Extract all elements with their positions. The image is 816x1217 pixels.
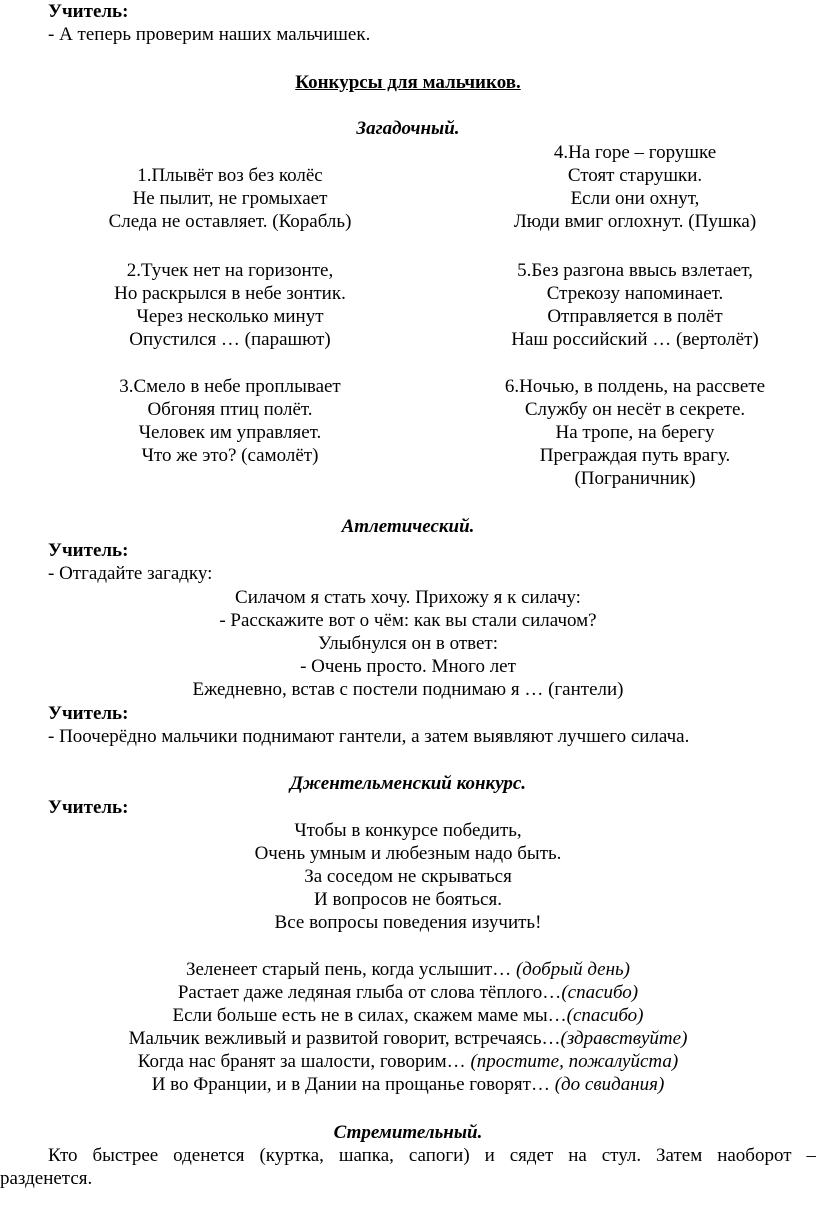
swift-word: на	[568, 1145, 587, 1166]
riddle-text: Мальчик вежливый и развитой говорит, встречаясь…	[128, 1028, 561, 1049]
riddle-left-line: 2.Тучек нет на горизонте,	[126, 260, 334, 281]
riddle-text: Растает даже ледяная глыба от слова тёплого…	[177, 982, 562, 1003]
riddle-line	[0, 981, 816, 1004]
gentleman-poem-line: Очень умным и любезным надо быть.	[254, 843, 562, 864]
riddle-answer: (до свидания)	[554, 1074, 665, 1095]
riddle-right-line: На тропе, на берегу	[555, 422, 715, 443]
riddle-line	[0, 1027, 816, 1050]
swift-word: быстрее	[92, 1145, 159, 1166]
riddle-section-title: Загадочный.	[356, 118, 460, 139]
riddle-right-line: Отправляется в полёт	[547, 306, 723, 327]
riddle-right-line: Если они охнут,	[570, 188, 700, 209]
riddle-right-line: (Пограничник)	[574, 468, 696, 489]
riddle-right-line: Службу он несёт в секрете.	[524, 399, 746, 420]
athletic-section-title: Атлетический.	[341, 516, 475, 537]
riddle-right-line: Наш российский … (вертолёт)	[511, 329, 759, 350]
riddle-line	[0, 958, 816, 981]
riddle-text: И во Франции, и в Дании на прощанье говорят…	[151, 1074, 555, 1095]
teacher-label: Учитель:	[48, 703, 129, 724]
main-title: Конкурсы для мальчиков.	[295, 72, 521, 93]
gentleman-poem-line: За соседом не скрываться	[304, 866, 512, 887]
riddle-line	[0, 1050, 816, 1073]
athletic-poem-line: - Расскажите вот о чём: как вы стали силачом?	[219, 610, 597, 631]
riddle-answer: (спасибо)	[566, 1005, 644, 1026]
teacher-label: Учитель:	[48, 1, 129, 22]
swift-word: (куртка,	[259, 1145, 324, 1166]
riddle-left-line: Не пылит, не громыхает	[132, 188, 328, 209]
gentleman-poem-line: Чтобы в конкурсе победить,	[294, 820, 522, 841]
riddle-left-line: Но раскрылся в небе зонтик.	[114, 283, 346, 304]
athletic-poem-line: Силачом я стать хочу. Прихожу я к силачу:	[235, 587, 581, 608]
gentleman-poem-line: Все вопросы поведения изучить!	[274, 912, 542, 933]
riddle-right-line: Преграждая путь врагу.	[539, 445, 731, 466]
athletic-poem-line: - Очень просто. Много лет	[300, 656, 516, 677]
riddle-right-line: 6.Ночью, в полдень, на рассвете	[504, 376, 766, 397]
riddle-right-line: Люди вмиг оглохнут. (Пушка)	[513, 211, 757, 232]
teacher-label: Учитель:	[48, 797, 129, 818]
riddle-left-line: Через несколько минут	[136, 306, 324, 327]
teacher-label: Учитель:	[48, 540, 129, 561]
swift-word: сапоги)	[408, 1145, 470, 1166]
gentleman-section-title: Джентельменский конкурс.	[289, 773, 527, 794]
swift-word: Кто	[48, 1145, 78, 1166]
riddle-right-line: 5.Без разгона ввысь взлетает,	[517, 260, 753, 281]
riddle-right-line: 4.На горе – горушке	[553, 142, 717, 163]
swift-word: шапка,	[338, 1145, 394, 1166]
swift-word: сядет	[509, 1145, 554, 1166]
riddle-left-line: Следа не оставляет. (Корабль)	[108, 211, 352, 232]
riddle-left-line: Опустился … (парашют)	[129, 329, 331, 350]
riddle-left-line: Обгоняя птиц полёт.	[147, 399, 313, 420]
riddle-line	[0, 1004, 816, 1027]
riddle-answer: (добрый день)	[515, 959, 630, 980]
swift-word: стул.	[601, 1145, 642, 1166]
riddle-answer: (простите, пожалуйста)	[470, 1051, 679, 1072]
swift-text-line-2: разденется.	[0, 1168, 93, 1189]
swift-word: и	[484, 1145, 495, 1166]
swift-section-title: Стремительный.	[333, 1122, 483, 1143]
riddle-right-line: Стрекозу напоминает.	[546, 283, 724, 304]
riddle-text: Зеленеет старый пень, когда услышит…	[185, 959, 516, 980]
riddle-answer: (здравствуйте)	[560, 1028, 688, 1049]
riddle-right-line: Стоят старушки.	[567, 165, 703, 186]
riddle-left-line: 3.Смело в небе проплывает	[119, 376, 341, 397]
athletic-poem-line: Ежедневно, встав с постели поднимаю я … (гантели)	[192, 679, 624, 700]
riddle-left-line: Человек им управляет.	[138, 422, 322, 443]
athletic-instruction: - Поочерёдно мальчики поднимают гантели, а затем выявляют лучшего силача.	[48, 726, 690, 747]
swift-word: оденется	[173, 1145, 245, 1166]
athletic-prompt: - Отгадайте загадку:	[48, 563, 213, 584]
riddle-left-line: 1.Плывёт воз без колёс	[137, 165, 323, 186]
swift-word: Затем	[656, 1145, 703, 1166]
riddle-text: Когда нас бранят за шалости, говорим…	[137, 1051, 471, 1072]
riddle-answer: (спасибо)	[561, 982, 639, 1003]
riddle-left-line: Что же это? (самолёт)	[141, 445, 319, 466]
swift-text-line-1	[48, 1144, 816, 1167]
riddle-line	[0, 1073, 816, 1096]
riddle-text: Если больше есть не в силах, скажем маме мы…	[172, 1005, 567, 1026]
athletic-poem-line: Улыбнулся он в ответ:	[317, 633, 499, 654]
swift-word: –	[806, 1145, 816, 1166]
swift-word: наоборот	[717, 1145, 792, 1166]
intro-text: - А теперь проверим наших мальчишек.	[48, 24, 371, 45]
gentleman-poem-line: И вопросов не бояться.	[314, 889, 502, 910]
